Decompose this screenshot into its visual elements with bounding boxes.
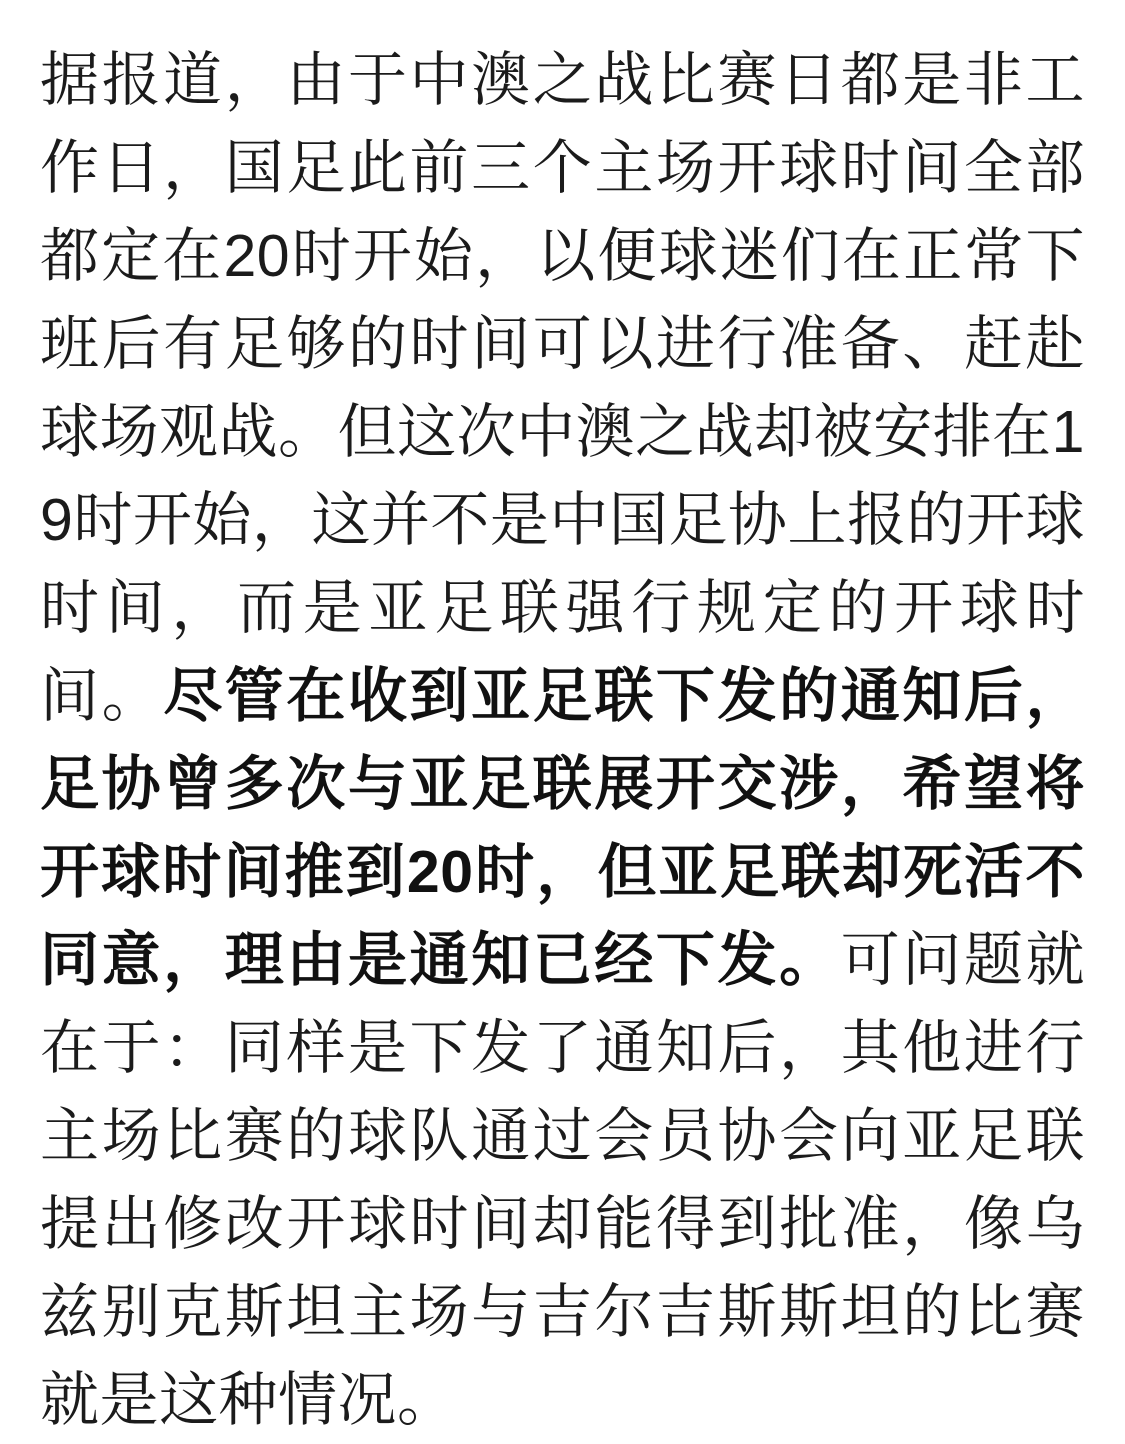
paragraph-segment-normal-2: 可问题就在于：同样是下发了通知后，其他进行主场比赛的球队通过会员协会向亚足联提出修改开球时间却能得到批准，像乌兹别克斯坦主场与吉尔吉斯斯坦的比赛就是这种情况。 [40,927,1085,1433]
article-paragraph [40,36,1085,1444]
paragraph-segment-bold: 尽管在收到亚足联下发的通知后，足协曾多次与亚足联展开交涉，希望将开球时间推到20时，但亚足联却死活不同意，理由是通知已经下发。 [40,663,1085,993]
paragraph-segment-normal-1: 据报道，由于中澳之战比赛日都是非工作日，国足此前三个主场开球时间全部都定在20时开始，以便球迷们在正常下班后有足够的时间可以进行准备、赶赴球场观战。但这次中澳之战却被安排在19时开始，这并不是中国足协上报的开球时间，而是亚足联强行规定的开球时间。 [40,47,1085,729]
